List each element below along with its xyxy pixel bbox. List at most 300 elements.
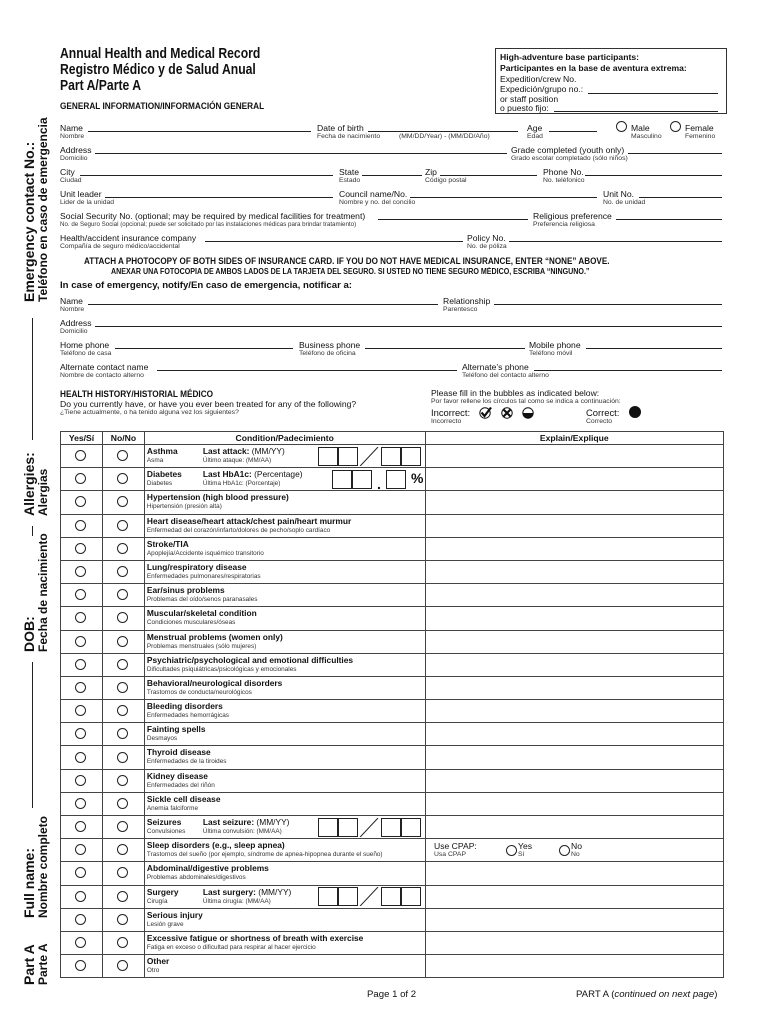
table-row [61,700,724,723]
age-field[interactable] [549,131,597,132]
business-phone-label: Business phone [299,340,361,350]
condition-name-es: Cirugía [146,897,168,905]
condition-name: Ear/sinus problems [146,585,225,596]
no-cell [102,630,144,653]
no-cell [102,816,144,839]
explain-cell[interactable] [425,931,724,954]
female-label-es: Femenino [685,133,716,140]
table-row [61,491,724,514]
no-cell [102,514,144,537]
phone-label: Phone No. [543,167,584,177]
address-label-es: Domicilio [60,155,88,162]
relationship-label: Relationship [443,296,491,306]
no-bubble[interactable] [117,775,128,786]
part-label-es: Parte A [36,943,50,985]
health-question-es: ¿Tiene actualmente, o ha tenido alguna vez los siguientes? [60,409,239,416]
business-phone-label-es: Teléfono de oficina [299,350,356,357]
policy-label: Policy No. [467,233,506,243]
correct-label: Correct: [586,407,620,418]
dob-label-es: Fecha de nacimiento [36,533,50,652]
condition-name-es: Condiciones musculares/óseas [146,619,236,627]
condition-cell [144,955,425,978]
month-box-2[interactable] [338,818,358,837]
female-radio[interactable] [670,121,681,132]
no-bubble[interactable] [117,496,128,507]
date-slash-icon [358,818,380,837]
no-bubble[interactable] [117,752,128,763]
emergency-contact-label: Emergency contact No.: [21,141,37,302]
condition-cell [144,537,425,560]
year-box-1[interactable] [381,447,401,466]
dob-line[interactable] [32,662,33,808]
table-row [61,723,724,746]
explain-cell[interactable] [425,700,724,723]
extra-format: (MM/YY) [254,817,290,827]
state-field[interactable] [362,175,422,176]
year-box-2[interactable] [401,887,421,906]
explain-cell[interactable] [425,676,724,699]
condition-name: Muscular/skeletal condition [146,608,257,619]
condition-name-es: Trastornos del sueño (por ejemplo, síndrome de apnea-hipopnea durante el sueño) [146,851,383,859]
no-cell [102,700,144,723]
city-field[interactable] [80,175,333,176]
no-bubble[interactable] [117,682,128,693]
yes-cell [61,607,103,630]
no-bubble[interactable] [117,798,128,809]
yes-bubble[interactable] [75,914,86,925]
condition-cell [144,746,425,769]
no-bubble[interactable] [117,566,128,577]
no-bubble[interactable] [117,960,128,971]
dob-field-label-es: Fecha de nacimiento [317,133,381,140]
business-phone-field[interactable] [365,348,525,349]
table-row [61,607,724,630]
no-cell [102,723,144,746]
zip-label: Zip [425,167,437,177]
condition-name: Hypertension (high blood pressure) [146,492,289,503]
no-bubble[interactable] [117,520,128,531]
emergency-address-field[interactable] [95,326,722,327]
mobile-phone-field[interactable] [586,348,722,349]
explain-cell[interactable] [425,584,724,607]
hab-staff-field[interactable] [554,111,718,112]
condition-cell [144,468,425,491]
no-bubble[interactable] [117,728,128,739]
extra-label: Last HbA1c: [202,469,252,480]
condition-cell [144,862,425,885]
yes-bubble[interactable] [75,752,86,763]
year-box-2[interactable] [401,818,421,837]
no-cell [102,445,144,468]
yes-bubble[interactable] [75,636,86,647]
yes-cell [61,630,103,653]
no-bubble[interactable] [117,821,128,832]
yes-cell [61,560,103,583]
yes-bubble[interactable] [75,891,86,902]
dob-field[interactable] [368,131,518,132]
yes-bubble[interactable] [75,473,86,484]
no-cell [102,862,144,885]
condition-cell [144,584,425,607]
explain-cell[interactable] [425,560,724,583]
condition-name: Surgery [146,886,179,897]
hba1c-box-3[interactable] [386,470,406,489]
name-field[interactable] [88,131,311,132]
yes-bubble[interactable] [75,589,86,600]
full-name-label: Full name: [21,847,37,918]
table-row [61,537,724,560]
council-field[interactable] [410,197,597,198]
condition-name-es: Enfermedades pulmonares/respiratorias [146,572,261,580]
ssn-field[interactable] [378,219,528,220]
explain-cell[interactable] [425,514,724,537]
allergies-label-es: Alergias [36,468,50,516]
emergency-heading: In case of emergency, notify/En caso de emergencia, notificar a: [60,280,352,291]
explain-cell[interactable] [425,885,724,908]
grade-label-es: Grado escolar completado (sólo niños) [511,155,628,162]
year-box-1[interactable] [381,887,401,906]
cpap-yes-label-es: Sí [518,850,525,858]
condition-name: Diabetes [146,469,182,480]
phone-label-es: No. teléfonico [543,177,585,184]
yes-cell [61,491,103,514]
allergies-line[interactable] [32,526,33,536]
condition-name-es: Enfermedad del corazón/infarto/dolores de pecho/soplo cardíaco [146,526,331,534]
table-row [61,839,724,862]
footer-part: PART A (continued on next page) [576,989,718,1000]
explain-cell[interactable] [425,862,724,885]
allergies-label: Allergies: [21,452,37,516]
religious-label: Religious preference [533,211,612,221]
condition-name: Asthma [146,446,178,456]
yes-bubble[interactable] [75,705,86,716]
no-cell [102,607,144,630]
yes-cell [61,514,103,537]
age-label: Age [527,123,543,133]
no-bubble[interactable] [117,914,128,925]
yes-cell [61,816,103,839]
explain-cell[interactable] [425,537,724,560]
condition-extra [203,447,285,465]
yes-bubble[interactable] [75,798,86,809]
hab-expedition-label-es: Expedición/grupo no.: [500,84,584,94]
no-cell [102,584,144,607]
explain-cell[interactable] [425,792,724,815]
yes-cell [61,839,103,862]
condition-name: Seizures [146,817,182,827]
relationship-label-es: Parentesco [443,306,478,313]
insurance-label: Health/accident insurance company [60,233,197,243]
condition-name-es: Dificultades psiquiátricas/psicológicas y emocionales [146,665,297,673]
no-bubble[interactable] [117,705,128,716]
yes-bubble[interactable] [75,960,86,971]
yes-cell [61,908,103,931]
yes-bubble[interactable] [75,844,86,855]
phone-field[interactable] [585,175,722,176]
unit-leader-field[interactable] [105,197,333,198]
unit-leader-label: Unit leader [60,189,102,199]
condition-extra [203,818,290,836]
health-history-heading: HEALTH HISTORY/HISTORIAL MÉDICO [60,388,214,399]
month-box-1[interactable] [318,447,338,466]
yes-bubble[interactable] [75,566,86,577]
explain-cell[interactable] [425,746,724,769]
yes-bubble[interactable] [75,659,86,670]
condition-name-es: Lesión grave [146,920,184,928]
no-bubble[interactable] [117,589,128,600]
yes-cell [61,537,103,560]
health-question: Do you currently have, or have you ever been treated for any of the following? [60,399,357,409]
alt-contact-field[interactable] [157,370,457,371]
col-condition-header: Condition/Padecimiento [144,432,425,445]
no-cell [102,537,144,560]
condition-name-es: Convulsiones [146,828,186,835]
unit-no-field[interactable] [639,197,722,198]
table-row [61,630,724,653]
condition-name-es: Trastornos de conducta/neurológicos [146,688,252,696]
hab-staff-label-es: o puesto fijo: [500,103,549,113]
correct-example-icon [629,406,641,418]
yes-bubble[interactable] [75,543,86,554]
condition-name-es: Problemas menstruales (sólo mujeres) [146,642,257,650]
table-row [61,931,724,954]
alt-contact-label: Alternate contact name [60,362,149,372]
yes-cell [61,445,103,468]
no-bubble[interactable] [117,937,128,948]
no-bubble[interactable] [117,636,128,647]
high-adventure-box [495,48,727,114]
month-box-2[interactable] [338,887,358,906]
hba1c-box-1[interactable] [332,470,352,489]
council-label: Council name/No. [339,189,408,199]
yes-bubble[interactable] [75,937,86,948]
unit-no-label-es: No. de unidad [603,199,646,206]
col-yes-header: Yes/Sí [61,432,103,445]
percent-sign: % [411,469,424,486]
ssn-label: Social Security No. (optional; may be required by medical facilities for treatment) [60,211,366,221]
extra-label: Last attack: [202,446,250,456]
home-phone-field[interactable] [115,348,293,349]
condition-name: Menstrual problems (women only) [146,631,283,642]
fill-instruction: Please fill in the bubbles as indicated below: [431,388,600,398]
table-row [61,769,724,792]
condition-name-es: Enfermedades del riñón [146,781,215,789]
condition-cell [144,676,425,699]
condition-name-es: Problemas abdominales/digestivos [146,874,246,882]
incorrect-label-es: Incorrecto [431,418,462,425]
month-box-2[interactable] [338,447,358,466]
year-box-1[interactable] [381,818,401,837]
yes-bubble[interactable] [75,612,86,623]
condition-name: Lung/respiratory disease [146,561,247,572]
emergency-name-label: Name [60,296,83,306]
explain-cell[interactable] [425,445,724,468]
general-info-heading: GENERAL INFORMATION/INFORMACIÓN GENERAL [60,101,265,112]
hab-expedition-field[interactable] [588,93,718,94]
part-label: Part A [21,944,37,985]
condition-cell [144,931,425,954]
explain-cell[interactable] [425,723,724,746]
decimal-point: . [377,475,381,492]
extra-format: (MM/YY) [255,886,292,897]
month-box-1[interactable] [318,887,338,906]
table-row [61,560,724,583]
explain-cell[interactable] [425,769,724,792]
no-bubble[interactable] [117,659,128,670]
explain-cell[interactable] [425,653,724,676]
condition-cell [144,908,425,931]
state-label-es: Estado [339,177,361,184]
policy-label-es: No. de póliza [467,243,507,250]
condition-name-es: Hipertensión (presión alta) [146,503,222,511]
condition-cell [144,514,425,537]
hab-expedition-label: Expedition/crew No. [500,74,577,84]
condition-cell [144,560,425,583]
extra-format: (Percentage) [251,469,303,480]
no-bubble[interactable] [117,612,128,623]
condition-name: Sickle cell disease [146,793,221,804]
yes-cell [61,584,103,607]
explain-cell[interactable] [425,468,724,491]
yes-bubble[interactable] [75,867,86,878]
explain-cell[interactable] [425,908,724,931]
condition-name-es: Diabetes [146,480,173,488]
insurance-label-es: Compañía de seguro médico/accidental [60,243,180,250]
male-radio[interactable] [616,121,627,132]
no-cell [102,769,144,792]
yes-bubble[interactable] [75,682,86,693]
extra-label-es: Último ataque: (MM/AA) [202,457,272,464]
yes-cell [61,700,103,723]
condition-name: Psychiatric/psychological and emotional difficulties [146,654,354,665]
condition-cell [144,630,425,653]
hba1c-box-2[interactable] [352,470,372,489]
insurance-field[interactable] [205,241,463,242]
cpap-label-es: Usa CPAP [434,850,466,858]
condition-name-es: Desmayos [146,735,178,743]
no-cell [102,885,144,908]
condition-cell [144,792,425,815]
yes-bubble[interactable] [75,450,86,461]
emergency-contact-label-es: Teléfono en caso de emergencia [36,117,50,302]
explain-cell[interactable] [425,630,724,653]
cpap-no-label-es: No [571,850,580,858]
hab-heading-es: Participantes en la base de aventura extrema: [500,63,687,73]
yes-bubble[interactable] [75,520,86,531]
alt-phone-field[interactable] [534,370,722,371]
policy-field[interactable] [509,241,722,242]
condition-cell [144,839,425,862]
attach-notice: ATTACH A PHOTOCOPY OF BOTH SIDES OF INSURANCE CARD. IF YOU DO NOT HAVE MEDICAL INSURANCE, ENTER “NONE” ABOVE. [84,256,610,266]
yes-cell [61,885,103,908]
council-label-es: Nombre y no. del concilio [339,199,416,206]
no-cell [102,653,144,676]
no-bubble[interactable] [117,844,128,855]
zip-label-es: Código postal [425,177,467,184]
condition-name: Fainting spells [146,724,206,735]
unit-no-label: Unit No. [603,189,635,199]
grade-field[interactable] [628,153,722,154]
emergency-name-field[interactable] [88,304,438,305]
fill-instruction-es: Por favor rellene los círculos tal como se indica a continuación: [431,398,621,405]
explain-cell[interactable] [425,955,724,978]
incorrect-examples-icon [478,406,538,420]
relationship-field[interactable] [494,304,722,305]
emergency-name-label-es: Nombre [60,306,85,313]
correct-label-es: Correcto [586,418,613,425]
condition-name-es: Asma [146,457,164,464]
yes-bubble[interactable] [75,728,86,739]
condition-cell [144,723,425,746]
month-box-1[interactable] [318,818,338,837]
female-label: Female [685,123,714,133]
yes-cell [61,862,103,885]
condition-name-es: Fatiga en exceso o dificultad para respirar al hacer ejercicio [146,943,316,951]
address-field[interactable] [95,153,507,154]
year-box-2[interactable] [401,447,421,466]
no-bubble[interactable] [117,867,128,878]
explain-cell[interactable] [425,816,724,839]
condition-name-es: Otro [146,967,160,975]
cpap-no-radio[interactable] [559,845,570,856]
emergency-address-label-es: Domicilio [60,328,88,335]
extra-label: Last surgery: [202,886,256,897]
document-title: Annual Health and Medical Record Registro Médico y de Salud Anual Part A/Parte A [60,46,261,94]
yes-bubble[interactable] [75,496,86,507]
explain-cell[interactable] [425,607,724,630]
hab-heading: High-adventure base participants: [500,52,639,62]
no-bubble[interactable] [117,473,128,484]
yes-bubble[interactable] [75,821,86,832]
cpap-label: Use CPAP: [434,840,477,851]
cpap-yes-radio[interactable] [506,845,517,856]
condition-cell [144,769,425,792]
no-bubble[interactable] [117,543,128,554]
city-label-es: Ciudad [60,177,82,184]
yes-cell [61,468,103,491]
name-label: Name [60,123,83,133]
yes-cell [61,723,103,746]
condition-name: Serious injury [146,909,203,920]
condition-cell [144,700,425,723]
table-row [61,676,724,699]
zip-field[interactable] [440,175,537,176]
no-bubble[interactable] [117,450,128,461]
yes-cell [61,792,103,815]
hab-staff-label: or staff position [500,94,559,104]
age-label-es: Edad [527,133,543,140]
no-bubble[interactable] [117,891,128,902]
male-label: Male [631,123,650,133]
condition-name-es: Problemas del oído/senos paranasales [146,596,258,604]
dob-label: DOB: [21,616,37,652]
emergency-contact-line[interactable] [32,318,33,440]
condition-cell [144,653,425,676]
dob-format: (MM/DD/Year) - (MM/DD/Año) [399,133,490,140]
table-row [61,908,724,931]
no-cell [102,839,144,862]
attach-notice-es: ANEXAR UNA FOTOCOPIA DE AMBOS LADOS DE LA TARJETA DEL SEGURO. SI USTED NO TIENE SEGURO MÉDICO, ESCRIBA “NINGUNO.” [111,267,590,276]
religious-field[interactable] [616,219,722,220]
extra-label-es: Última cirugía: (MM/AA) [202,897,271,905]
ssn-label-es: No. de Seguro Social (opcional; puede ser solicitado por las instalaciones médicas para brindar tratamiento) [60,221,357,228]
condition-extra [203,888,291,906]
yes-bubble[interactable] [75,775,86,786]
explain-cell[interactable] [425,491,724,514]
condition-name: Excessive fatigue or shortness of breath with exercise [146,932,364,943]
unit-leader-label-es: Lider de la unidad [60,199,115,206]
date-slash-icon [358,447,380,466]
